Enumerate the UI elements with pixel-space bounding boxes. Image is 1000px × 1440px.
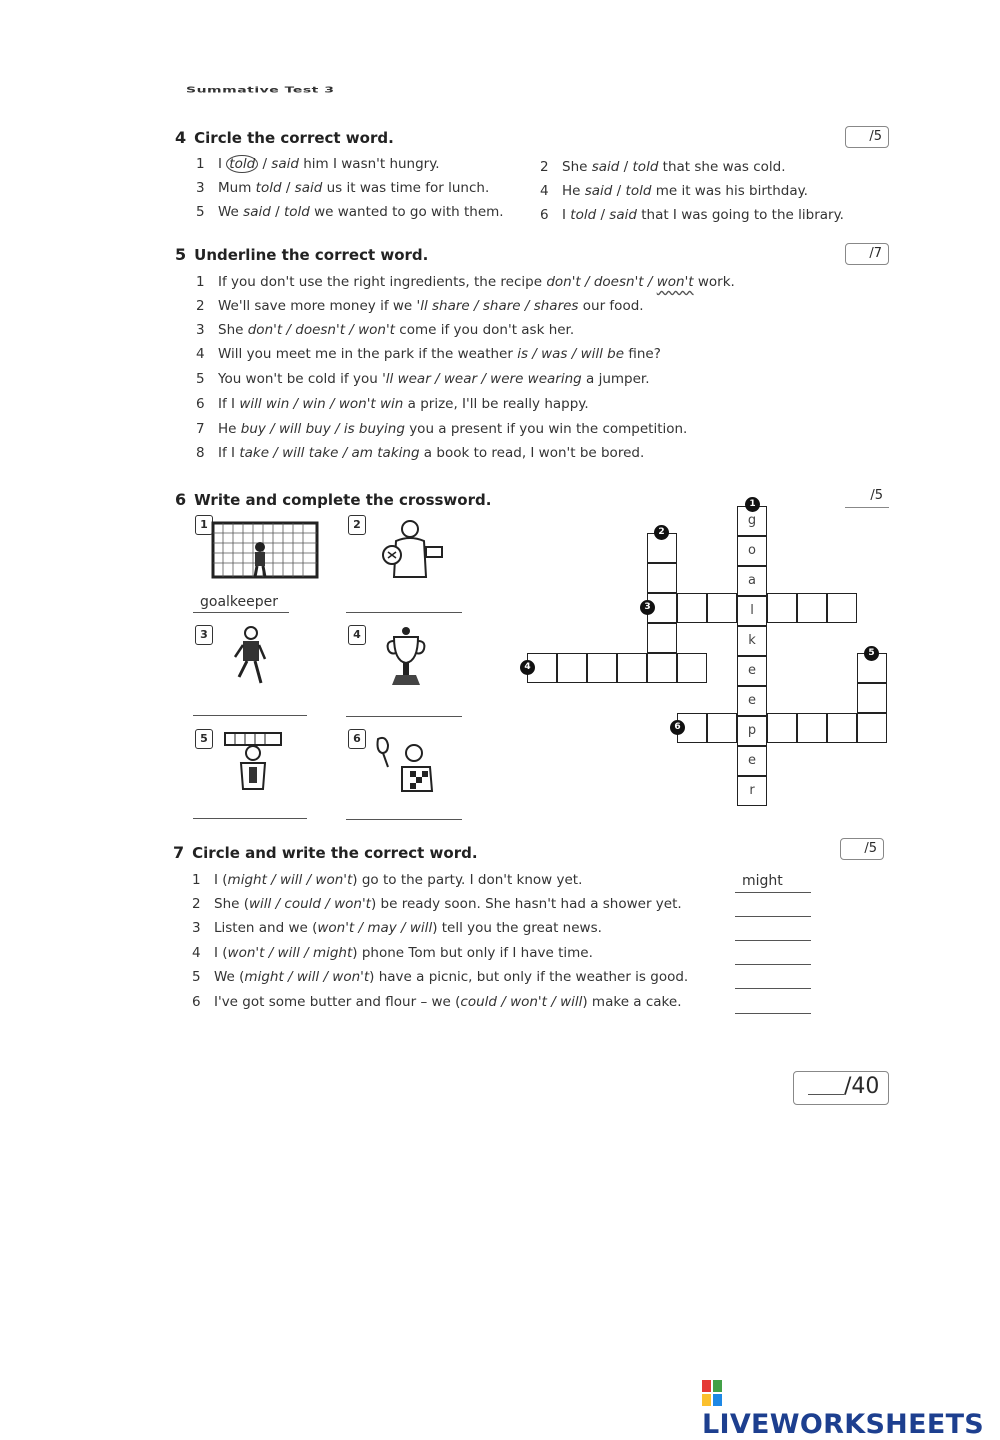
picture-1: 1 (195, 515, 321, 579)
crossword-cell[interactable]: e (737, 746, 767, 776)
picture-5-line (193, 818, 307, 819)
crossword-cell[interactable] (797, 593, 827, 623)
section-7-title: 7 Circle and write the correct word. (173, 843, 478, 862)
section-4-title: 4 Circle the correct word. (175, 128, 394, 147)
crossword-cell[interactable] (677, 653, 707, 683)
coach-icon (376, 517, 456, 581)
trophy-icon (384, 625, 428, 691)
s5-item-3[interactable]: 3 She don't / doesn't / won't come if you don't ask her. (196, 322, 575, 338)
s5-item-5[interactable]: 5 You won't be cold if you 'll wear / wear / were wearing a jumper. (196, 371, 650, 387)
brand-name: LIVEWORKSHEETS (702, 1409, 985, 1440)
picture-4: 4 (348, 625, 474, 689)
section-7-score[interactable]: /5 (840, 838, 884, 860)
picture-6: 6 (348, 729, 474, 793)
picture-4-line (346, 716, 462, 717)
s5-item-6[interactable]: 6 If I will win / win / won't win a prize, I'll be really happy. (196, 396, 589, 412)
s4-item-4[interactable]: 4 He said / told me it was his birthday. (540, 183, 808, 199)
s7-item-5[interactable]: 5 We (might / will / won't) have a picnic, but only if the weather is good. (192, 969, 689, 985)
crossword-clue-number: 3 (640, 600, 655, 615)
section-6-title: 6 Write and complete the crossword. (175, 490, 492, 509)
goal-net-icon (205, 519, 320, 581)
s7-line-2[interactable] (735, 916, 811, 917)
section-4-score[interactable]: /5 (845, 126, 889, 148)
crossword-cell[interactable] (797, 713, 827, 743)
picture-1-line (193, 612, 289, 613)
crossword-cell[interactable]: a (737, 566, 767, 596)
marked-answer: won't (656, 274, 694, 290)
crossword-cell[interactable] (587, 653, 617, 683)
picture-1-answer[interactable]: goalkeeper (200, 594, 279, 610)
section-5-score[interactable]: /7 (845, 243, 889, 265)
section-6 (175, 490, 895, 509)
crossword-clue-number: 5 (864, 646, 879, 661)
section-7 (173, 843, 893, 862)
s7-line-1 (735, 892, 811, 893)
crossword-cell[interactable] (857, 713, 887, 743)
picture-3: 3 (195, 625, 321, 689)
picture-2-line (346, 612, 462, 613)
crossword-cell[interactable]: p (737, 716, 767, 746)
s7-item-2[interactable]: 2 She (will / could / won't) be ready soon. She hasn't had a shower yet. (192, 896, 682, 912)
s7-item-3[interactable]: 3 Listen and we (won't / may / will) tell you the great news. (192, 920, 602, 936)
picture-3-line (193, 715, 307, 716)
crossword-cell[interactable] (767, 713, 797, 743)
s7-answer-1[interactable]: might (742, 873, 783, 889)
circled-answer: told (226, 155, 258, 173)
crossword-cell[interactable]: k (737, 626, 767, 656)
s7-line-3[interactable] (735, 940, 811, 941)
section-4 (175, 128, 895, 147)
crossword-cell[interactable]: r (737, 776, 767, 806)
fan-scarf-icon (221, 729, 285, 793)
s5-item-2[interactable]: 2 We'll save more money if we 'll share / share / shares our food. (196, 298, 644, 314)
s4-item-2[interactable]: 2 She said / told that she was cold. (540, 159, 786, 175)
crossword-clue-number: 6 (670, 720, 685, 735)
s7-line-5[interactable] (735, 988, 811, 989)
crossword-cell[interactable]: g (737, 506, 767, 536)
section-5 (175, 245, 895, 264)
s4-item-5[interactable]: 5 We said / told we wanted to go with them. (196, 204, 504, 220)
page-header: Summative Test 3 (186, 86, 335, 95)
s5-item-1[interactable]: 1 If you don't use the right ingredients, the recipe don't / doesn't / won't work. (196, 274, 735, 290)
s7-line-6[interactable] (735, 1013, 811, 1014)
s4-item-3[interactable]: 3 Mum told / said us it was time for lunch. (196, 180, 490, 196)
crossword-clue-number: 4 (520, 660, 535, 675)
section-6-score[interactable]: /5 (845, 486, 889, 508)
section-5-title: 5 Underline the correct word. (175, 245, 429, 264)
brand-logo-icon (702, 1380, 722, 1406)
total-score-box[interactable] (793, 1071, 889, 1105)
crossword-cell[interactable]: e (737, 686, 767, 716)
s5-item-8[interactable]: 8 If I take / will take / am taking a book to read, I won't be bored. (196, 445, 645, 461)
s5-item-4[interactable]: 4 Will you meet me in the park if the weather is / was / will be fine? (196, 346, 661, 362)
winner-icon (374, 731, 438, 795)
crossword-cell[interactable] (827, 713, 857, 743)
crossword-cell[interactable]: o (737, 536, 767, 566)
crossword-cell[interactable] (557, 653, 587, 683)
total-score: /40 (844, 1074, 880, 1099)
s4-item-6[interactable]: 6 I told / said that I was going to the library. (540, 207, 844, 223)
crossword-clue-number: 2 (654, 525, 669, 540)
crossword-cell[interactable]: l (737, 596, 767, 626)
s7-item-1[interactable]: 1 I (might / will / won't) go to the party. I don't know yet. (192, 872, 583, 888)
crossword-cell[interactable] (647, 653, 677, 683)
crossword-clue-number: 1 (745, 497, 760, 512)
crossword-cell[interactable] (827, 593, 857, 623)
crossword-cell[interactable] (647, 563, 677, 593)
crossword-cell[interactable] (767, 593, 797, 623)
s7-item-6[interactable]: 6 I've got some butter and flour – we (could / won't / will) make a cake. (192, 994, 682, 1010)
liveworksheets-logo (702, 1378, 1000, 1440)
s4-item-1[interactable]: 1 I told / said him I wasn't hungry. (196, 156, 440, 172)
player-icon (229, 625, 273, 691)
crossword-cell[interactable] (857, 683, 887, 713)
picture-5: 5 (195, 729, 321, 793)
crossword-cell[interactable] (647, 623, 677, 653)
total-score-line (808, 1094, 844, 1095)
s5-item-7[interactable]: 7 He buy / will buy / is buying you a present if you win the competition. (196, 421, 688, 437)
crossword-cell[interactable] (707, 593, 737, 623)
picture-6-line (346, 819, 462, 820)
crossword-cell[interactable]: e (737, 656, 767, 686)
picture-2: 2 (348, 515, 474, 579)
crossword-cell[interactable] (617, 653, 647, 683)
s7-item-4[interactable]: 4 I (won't / will / might) phone Tom but only if I have time. (192, 945, 593, 961)
s7-line-4[interactable] (735, 964, 811, 965)
crossword-cell[interactable] (677, 593, 707, 623)
crossword-cell[interactable] (707, 713, 737, 743)
